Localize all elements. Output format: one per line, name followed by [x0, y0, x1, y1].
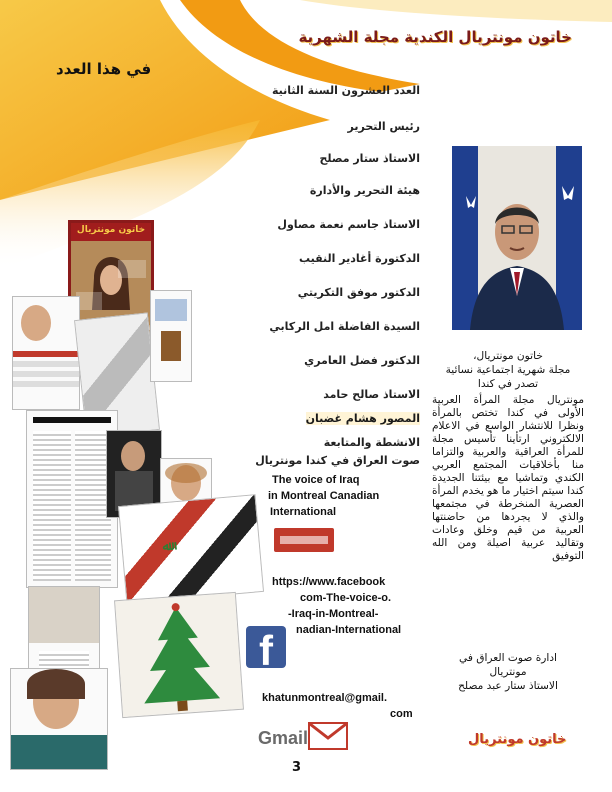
gmail-envelope-icon: [308, 722, 348, 750]
photographer-name: المصور هشام غضبان: [305, 412, 420, 425]
issue-number: العدد العشرون السنة الثانية: [271, 84, 420, 97]
editor-in-chief-label: رئيس التحرير: [347, 120, 420, 133]
in-this-issue-heading: في هذا العدد: [56, 60, 152, 78]
collage-thumbnail: [150, 290, 192, 382]
about-paragraph: مونتريال مجلة المرأة العربية الأولى في كندا تختص بالمرأة ونظرا للانتشار الواسع في الاعلام الالكتروني ارتأينا تأسيس مجلة للمرأة العراقية والعربية والتزاما منا بأخلاقيات المجتمع العربي الكندي وتماشيا مع بيئتنا الجديدة كندا سيتم اختيار ما هو يخدم المرأة العصرية المنخرطة في مجتمعها والذي لا يجردها من حاضنتها العربية من قيم وخلق وعادات وتقاليد عربية اصيلة ومن الله التوفيق: [431, 394, 584, 562]
masthead-title: خاتون مونتريال الكندية مجلة الشهرية: [298, 28, 572, 46]
voice-of-iraq-en-line: International: [270, 506, 337, 518]
editorial-board-label: هيئة التحرير والأدارة: [309, 184, 420, 197]
facebook-url-line[interactable]: -Iraq-in-Montreal-: [288, 608, 379, 620]
signature-line: مونتريال: [489, 666, 527, 678]
staff-member: الدكتور موفق التكريتي: [297, 286, 420, 299]
activities-label: الانشطة والمتابعة: [323, 436, 420, 449]
staff-member: الاستاذ صالح حامد: [323, 388, 420, 401]
email-line[interactable]: com: [390, 708, 413, 720]
gmail-label: Gmail: [258, 728, 309, 748]
signature-name: الاستاذ ستار عبد مصلح: [458, 680, 558, 692]
facebook-url-line[interactable]: nadian-International: [296, 624, 402, 636]
footer-logo: خاتون مونتريال: [468, 732, 567, 747]
staff-member: الاستاذ جاسم نعمة مصاول: [277, 218, 420, 231]
facebook-url-line[interactable]: https://www.facebook: [272, 576, 386, 588]
intro-line: تصدر في كندا: [477, 378, 539, 390]
collage-thumbnail: ﷲ: [118, 494, 264, 604]
voice-of-iraq-logo: [274, 528, 334, 552]
editor-portrait-photo: [452, 146, 582, 330]
voice-of-iraq-arabic: صوت العراق في كندا مونتريال: [255, 454, 420, 467]
collage-thumbnail: [26, 410, 118, 588]
voice-of-iraq-en-line: in Montreal Canadian: [268, 490, 380, 502]
page-number: 3: [292, 760, 302, 775]
facebook-icon[interactable]: f: [246, 626, 286, 668]
facebook-url-line[interactable]: com-The-voice-o.: [300, 592, 392, 604]
collage-thumbnail: [12, 296, 80, 410]
collage-thumbnail: [114, 592, 244, 718]
editor-in-chief-name: الاستاذ ستار مصلح: [319, 152, 420, 165]
collage-thumbnail: [10, 668, 108, 770]
staff-member: الدكتور فضل العامري: [304, 354, 420, 367]
intro-line: خاتون مونتريال،: [473, 350, 543, 362]
signature-line: ادارة صوت العراق في: [459, 652, 557, 664]
intro-line: مجلة شهرية اجتماعية نسائية: [445, 364, 571, 376]
staff-member: السيدة الفاضلة امل الركابي: [269, 320, 420, 333]
staff-member: الدكتورة أغادير النقيب: [299, 252, 420, 265]
voice-of-iraq-en-line: The voice of Iraq: [272, 474, 360, 486]
magazine-cover-title: خاتون مونتريال: [76, 225, 146, 235]
email-line[interactable]: khatunmontreal@gmail.: [262, 692, 388, 704]
